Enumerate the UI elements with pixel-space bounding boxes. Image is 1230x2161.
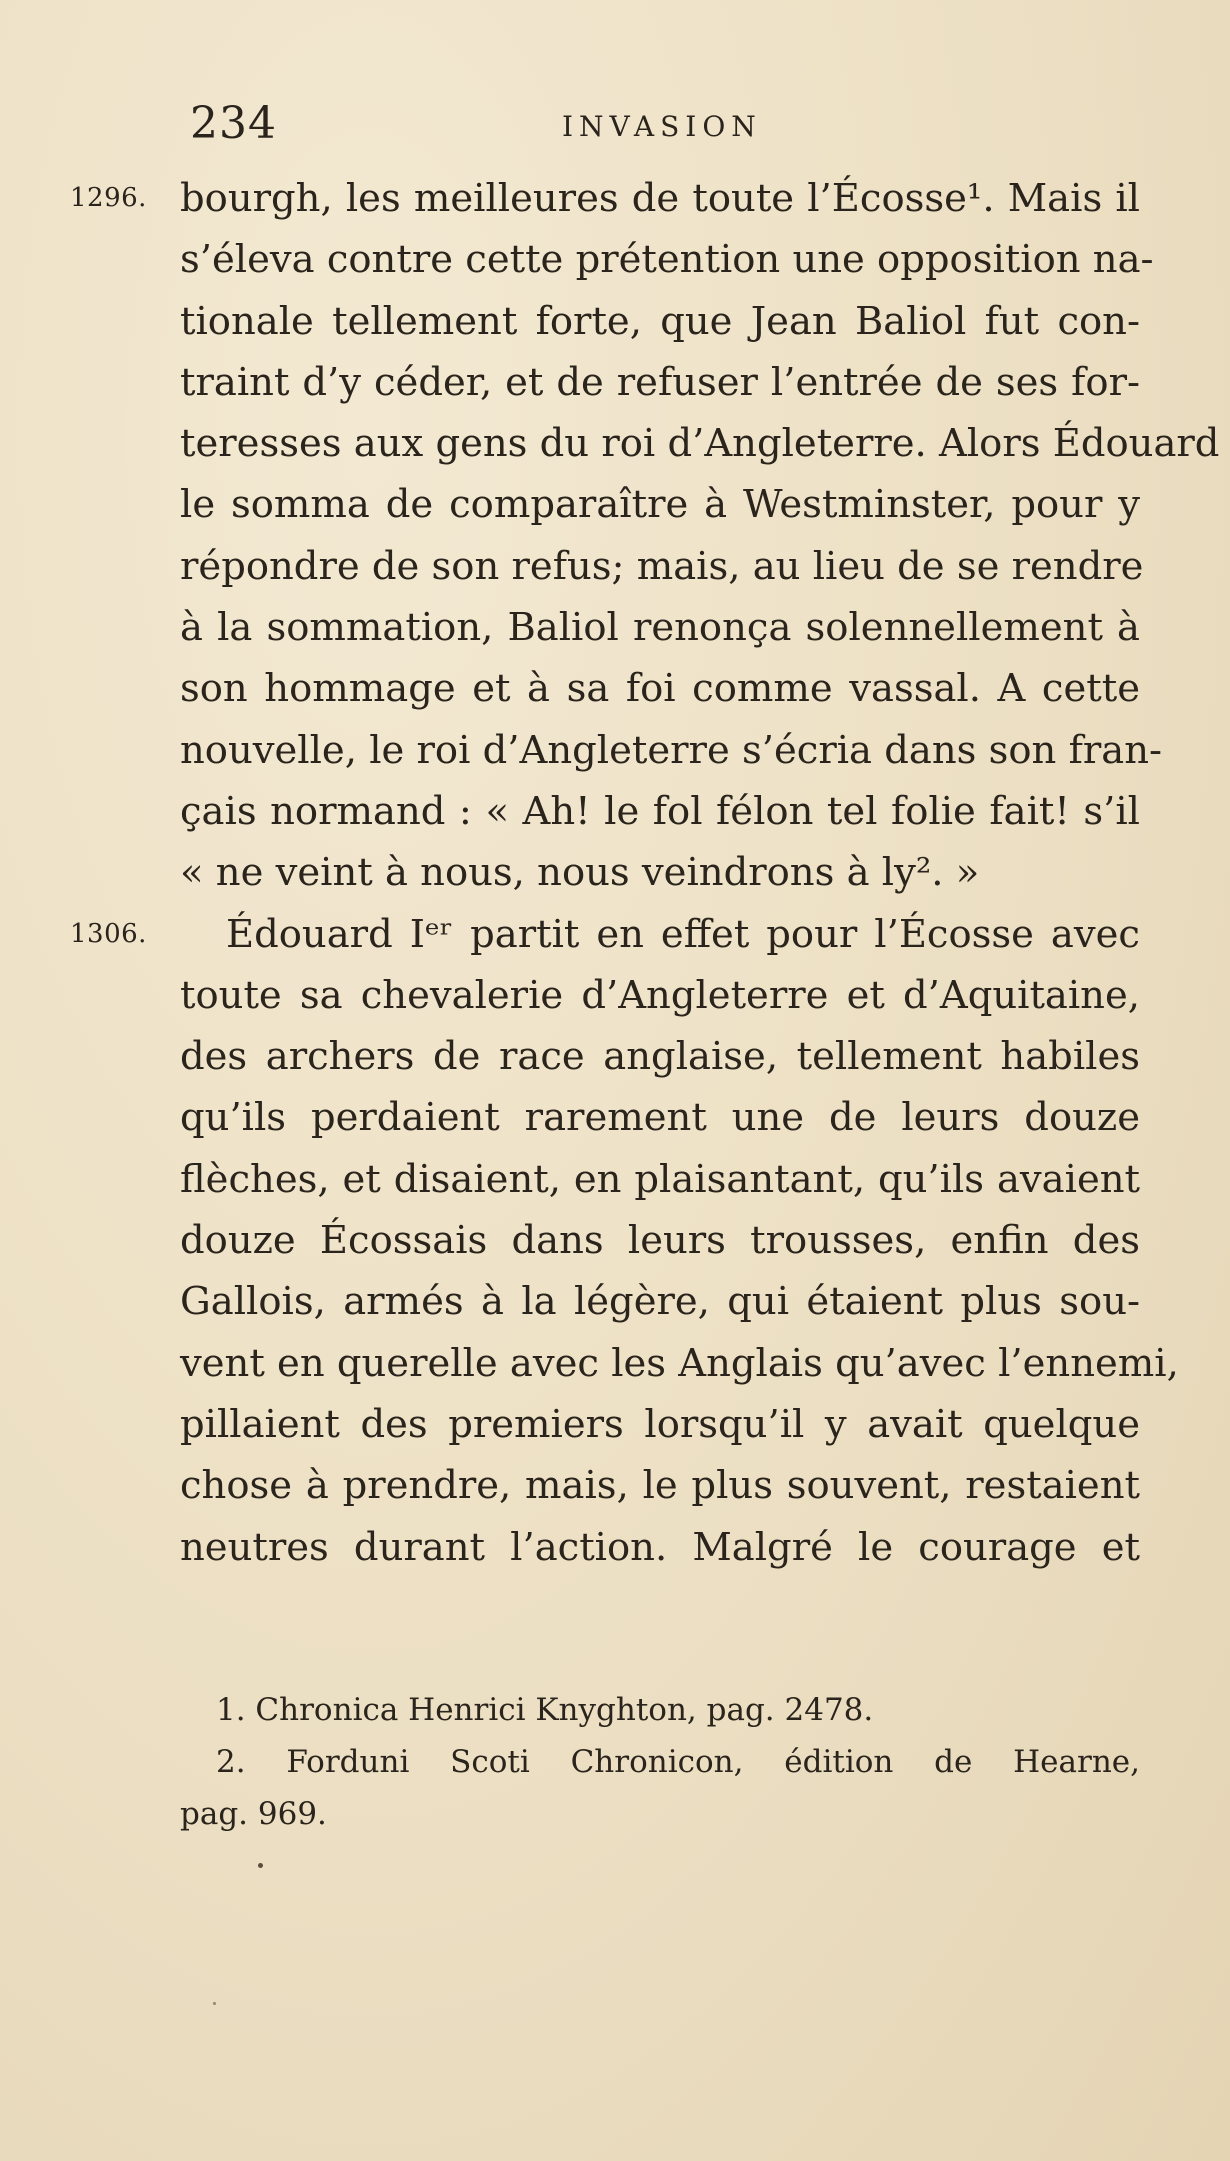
text-line: chose à prendre, mais, le plus souvent, restaient <box>180 1463 1140 1509</box>
margin-date: 1296. <box>70 183 147 213</box>
text-line: « ne veint à nous, nous veindrons à ly². » <box>180 850 980 896</box>
ink-speck <box>258 1863 263 1868</box>
text-line: neutres durant l’action. Malgré le courage et <box>180 1524 1140 1570</box>
text-line: qu’ils perdaient rarement une de leurs douze <box>180 1095 1140 1141</box>
text-line: son hommage et à sa foi comme vassal. A cette <box>180 666 1140 712</box>
footnote-1: 1. Chronica Henrici Knyghton, pag. 2478. <box>216 1692 874 1728</box>
footnote-2: 2. Forduni Scoti Chronicon, édition de Hearne, <box>216 1744 1140 1780</box>
text-line: vent en querelle avec les Anglais qu’avec l’ennemi, <box>180 1340 1179 1386</box>
text-line: teresses aux gens du roi d’Angleterre. Alors Édouard <box>180 421 1220 467</box>
text-line: des archers de race anglaise, tellement habiles <box>180 1034 1140 1080</box>
text-line: douze Écossais dans leurs trousses, enfin des <box>180 1218 1140 1264</box>
text-line: tionale tellement forte, que Jean Baliol fut con- <box>180 298 1140 344</box>
body-text <box>70 168 1220 1578</box>
text-line: répondre de son refus; mais, au lieu de se rendre <box>180 543 1144 589</box>
text-line: s’éleva contre cette prétention une opposition na- <box>180 237 1154 283</box>
page-number: 234 <box>190 98 277 149</box>
text-line: 1296. bourgh, les meilleures de toute l’Écosse¹. Mais il <box>180 168 1140 229</box>
text-line: le somma de comparaître à Westminster, pour y <box>180 482 1140 528</box>
text-line: pillaient des premiers lorsqu’il y avait quelque <box>180 1401 1140 1447</box>
running-title: INVASION <box>562 110 762 143</box>
page-header <box>0 98 1230 158</box>
text-line: Gallois, armés à la légère, qui étaient plus sou- <box>180 1279 1140 1325</box>
text-line: toute sa chevalerie d’Angleterre et d’Aquitaine, <box>180 972 1140 1018</box>
text-line: nouvelle, le roi d’Angleterre s’écria dans son fran- <box>180 727 1162 773</box>
text-line: çais normand : « Ah! le fol félon tel folie fait! s’il <box>180 788 1140 834</box>
text-line: à la sommation, Baliol renonça solennellement à <box>180 605 1140 651</box>
text-line: traint d’y céder, et de refuser l’entrée de ses for- <box>180 359 1140 405</box>
text-line: 1306. Édouard Iᵉʳ partit en effet pour l’Écosse avec <box>180 904 1140 965</box>
margin-date: 1306. <box>70 918 147 949</box>
text-line: flèches, et disaient, en plaisantant, qu’ils avaient <box>180 1156 1140 1202</box>
footnote-2-continuation: pag. 969. <box>180 1796 327 1832</box>
footnotes <box>180 1684 1140 1840</box>
ink-speck <box>213 2002 216 2005</box>
